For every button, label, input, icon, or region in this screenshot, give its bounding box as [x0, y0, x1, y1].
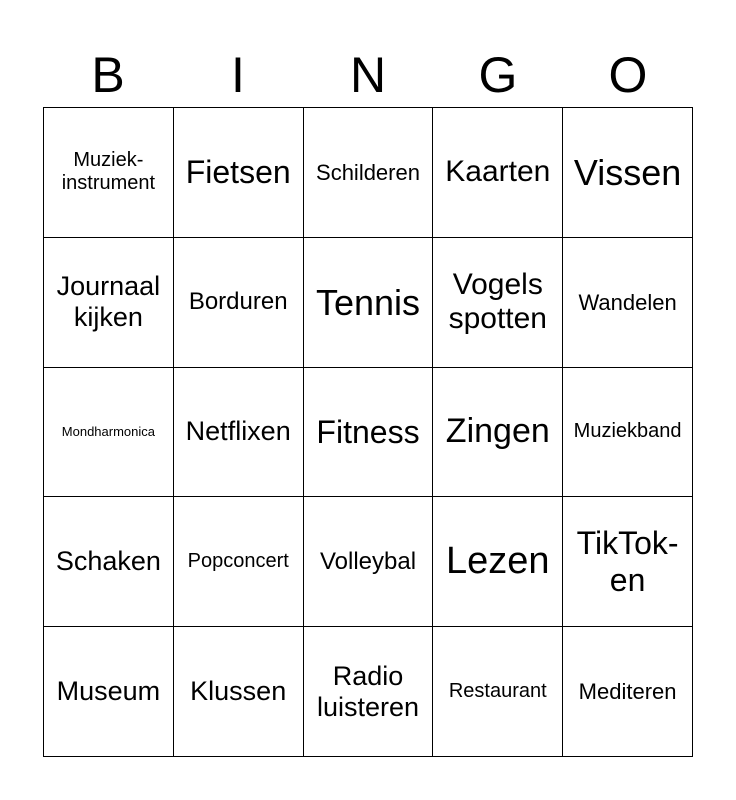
bingo-cell[interactable]: [174, 497, 304, 627]
cell-label: Journaal kijken: [56, 271, 161, 333]
cell-label: Volleybal: [319, 547, 417, 575]
bingo-cell[interactable]: [44, 368, 174, 498]
cell-label: Mediteren: [578, 678, 677, 704]
cell-label: Museum: [56, 676, 161, 707]
cell-label: Schaken: [55, 546, 161, 577]
cell-label: TikTok- en: [576, 524, 679, 598]
bingo-cell[interactable]: [563, 627, 693, 757]
bingo-cell[interactable]: [563, 238, 693, 368]
header-letter-g: G: [478, 47, 518, 103]
bingo-header: [43, 44, 693, 106]
cell-label: Borduren: [188, 288, 288, 316]
bingo-cell[interactable]: [433, 627, 563, 757]
bingo-cell[interactable]: [433, 238, 563, 368]
bingo-cell[interactable]: [563, 368, 693, 498]
bingo-cell[interactable]: [44, 108, 174, 238]
bingo-cell[interactable]: [174, 238, 304, 368]
cell-label: Kaarten: [445, 155, 551, 189]
cell-label: Klussen: [190, 676, 287, 707]
bingo-card-grid: [43, 107, 693, 757]
bingo-cell[interactable]: [563, 497, 693, 627]
cell-label: Muziek- instrument: [61, 149, 156, 195]
cell-label: Restaurant: [448, 680, 547, 703]
cell-label: Popconcert: [187, 550, 289, 573]
header-letter-n: N: [349, 47, 387, 103]
bingo-cell[interactable]: [44, 497, 174, 627]
cell-label: Wandelen: [578, 289, 677, 315]
bingo-cell[interactable]: [433, 108, 563, 238]
bingo-cell[interactable]: [174, 108, 304, 238]
cell-label: Muziekband: [573, 420, 682, 443]
bingo-cell[interactable]: [304, 108, 434, 238]
cell-label: Vogels spotten: [448, 267, 547, 336]
cell-label: Fietsen: [185, 154, 291, 190]
cell-label: Radio luisteren: [316, 660, 420, 722]
cell-label: Vissen: [573, 151, 682, 193]
bingo-cell[interactable]: [304, 627, 434, 757]
bingo-cell[interactable]: [304, 497, 434, 627]
bingo-cell[interactable]: [174, 368, 304, 498]
bingo-cell[interactable]: [304, 368, 434, 498]
cell-label: Lezen: [446, 539, 550, 582]
cell-label: Mondharmonica: [61, 423, 155, 439]
bingo-cell[interactable]: [44, 627, 174, 757]
header-letter-i: I: [231, 47, 245, 103]
bingo-cell[interactable]: [174, 627, 304, 757]
cell-label: Schilderen: [316, 159, 420, 185]
bingo-cell[interactable]: [44, 238, 174, 368]
bingo-cell[interactable]: [304, 238, 434, 368]
bingo-cell[interactable]: [563, 108, 693, 238]
header-letter-o: O: [608, 47, 648, 103]
bingo-cell[interactable]: [433, 497, 563, 627]
cell-label: Fitness: [316, 413, 420, 450]
bingo-cell[interactable]: [433, 368, 563, 498]
cell-label: Zingen: [445, 412, 550, 451]
header-letter-b: B: [91, 47, 125, 103]
cell-label: Netflixen: [185, 416, 291, 447]
cell-label: Tennis: [315, 281, 421, 323]
